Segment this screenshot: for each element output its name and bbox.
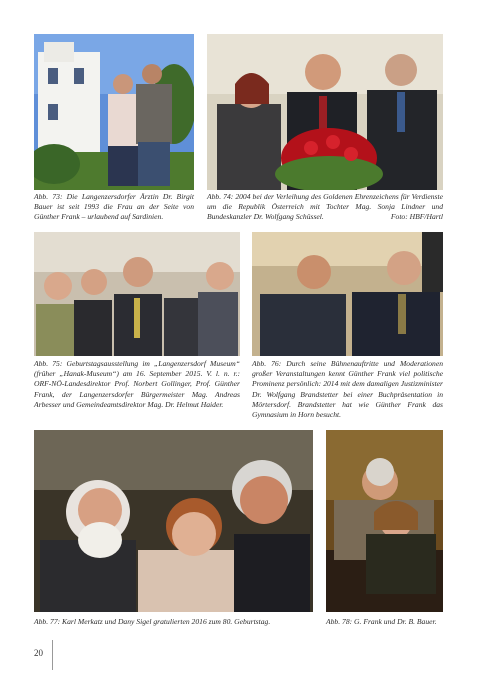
caption-abb74 (207, 192, 443, 223)
photo-abb73 (34, 34, 194, 190)
page-number: 20 (34, 648, 43, 658)
caption-abb74-credit: Foto: HBF/Hartl (390, 212, 443, 222)
photo-abb74 (207, 34, 443, 190)
photo-abb75-image (34, 232, 240, 356)
photo-abb76 (252, 232, 443, 356)
photo-abb78 (326, 430, 443, 612)
photo-abb74-image (207, 34, 443, 190)
caption-abb74-text: Abb. 74: 2004 bei der Verleihung des Goldenen Ehrenzeichens für Verdienste um die Republik Österreich mit Tochter Mag. Sonja Lindner und Bundeskanzler Dr. Wolfgang Schüssel. (207, 192, 443, 222)
caption-abb73: Abb. 73: Die Langenzersdorfer Ärztin Dr. Birgit Bauer ist seit 1993 die Frau an der Seite von Günther Frank – urlaubend auf Sardinien. (34, 192, 194, 222)
caption-abb76: Abb. 76: Durch seine Bühnenauftritte und Moderationen großer Veranstaltungen kennt Günther Frank viel politische Prominenz persönlich: 2014 mit dem damaligen Justizminister Dr. Wolfgang Brandstetter bei einer Buchpräsentation in Mörtersdorf. Brandstetter hat wie Günther Frank das Gymnasium in Horn besucht. (252, 359, 443, 420)
caption-abb78: Abb. 78: G. Frank und Dr. B. Bauer. (326, 617, 437, 626)
photo-abb75 (34, 232, 240, 356)
page-number-divider (52, 640, 53, 670)
photo-abb77 (34, 430, 313, 612)
photo-abb76-image (252, 232, 443, 356)
photo-abb73-image (34, 34, 194, 190)
photo-abb77-image (34, 430, 313, 612)
caption-abb77: Abb. 77: Karl Merkatz und Dany Sigel gratulierten 2016 zum 80. Geburtstag. (34, 617, 271, 626)
photo-abb78-image (326, 430, 443, 612)
caption-abb75: Abb. 75: Geburtstagsausstellung im „Langenzersdorf Museum“ (früher „Hanak-Museum“) am 16. September 2015. V. l. n. r.: ORF-NÖ-Landesdirektor Prof. Norbert Gollinger, Prof. Günther Frank, der Langenzersdorfer Bürgermeister Mag. Andreas Arbesser und Gemeindeamtsdirektor Mag. Dr. Helmut Haider. (34, 359, 240, 409)
